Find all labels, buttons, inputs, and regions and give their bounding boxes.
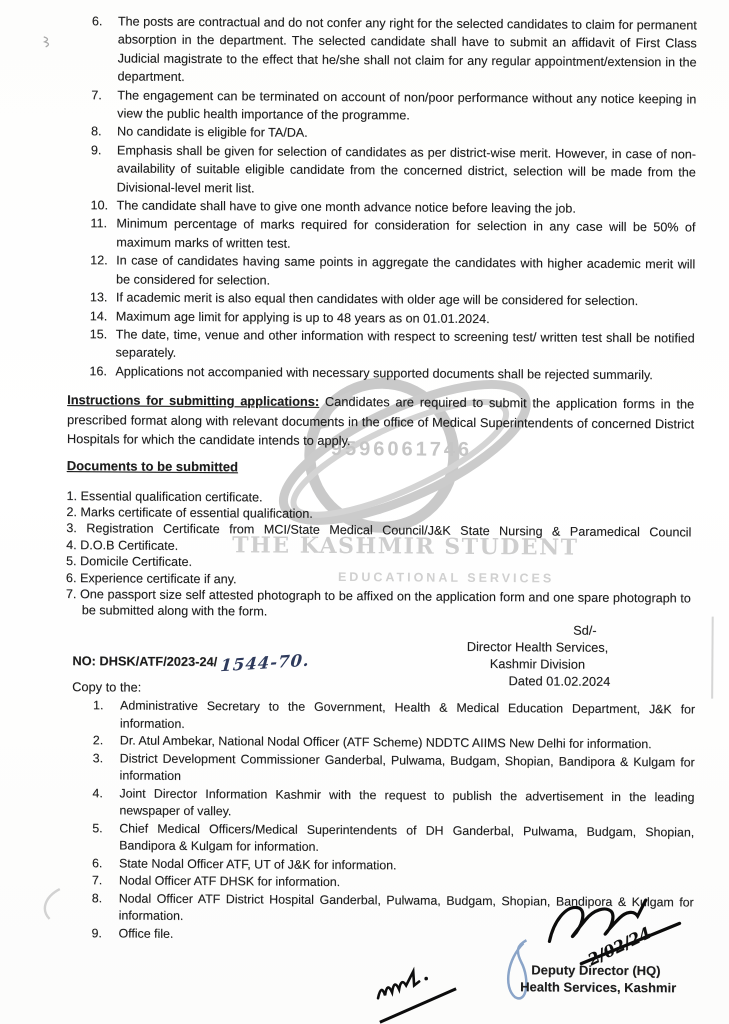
copy-item-text: Dr. Atul Ambekar, National Nodal Officer (ATF Scheme) NDDTC AIIMS New Delhi for information. (119, 733, 652, 752)
signoff-date: Dated 01.02.2024 (508, 673, 611, 689)
copy-item-text: District Development Commissioner Ganderbal, Pulwama, Budgam, Shopian, Bandipora & Kulgam for information (119, 750, 695, 783)
list-item-text: The date, time, venue and other information with respect to screening test/ written test shall be notified separately. (115, 327, 695, 361)
list-item (91, 141, 696, 200)
copy-item-number: 5. (92, 820, 103, 835)
document-item: 5. Domicile Certificate. (66, 554, 193, 570)
signoff-sd: Sd/- (573, 622, 597, 638)
list-item-text: The engagement can be terminated on account of non/poor performance without any notice keeping in view the public health importance of the programme. (117, 88, 697, 123)
list-item-number: 8. (91, 124, 102, 139)
list-item-number: 7. (91, 87, 102, 102)
list-item-number: 12. (90, 253, 108, 268)
handwritten-scribble-icon (338, 950, 499, 1024)
list-item (89, 325, 694, 366)
signatory-title: Deputy Director (HQ) (531, 962, 661, 979)
conditions-list (89, 12, 697, 384)
watermark-phone: 9596061746 (330, 437, 473, 461)
list-item-number: 11. (90, 216, 108, 231)
list-item-text: The candidate shall have to give one month advance notice before leaving the job. (116, 198, 576, 216)
instructions-body: Candidates are required to submit the application forms in the prescribed format along with relevant documents in the office of Medical Superintendents of concerned District Hospitals for which the candidate intends to apply. (66, 393, 695, 449)
document-item: 1. Essential qualification certificate. (66, 488, 263, 505)
instructions-paragraph (67, 390, 694, 453)
list-item-number: 14. (89, 308, 108, 323)
copy-item-number: 8. (91, 890, 103, 905)
reference-line (72, 650, 311, 676)
copy-item-text: Office file. (118, 925, 174, 941)
copy-item-text: State Nodal Officer ATF, UT of J&K for information. (118, 855, 397, 872)
scan-artifact (42, 35, 54, 49)
scan-artifact (38, 886, 66, 922)
copy-list-item (92, 820, 694, 859)
instructions-heading: Instructions for submitting applications: (67, 392, 320, 409)
handwritten-reference-number: 1544-70. (220, 650, 311, 676)
copy-item-text: Joint Director Information Kashmir with the request to publish the advertisement in the leading newspaper of valley. (119, 785, 695, 819)
signoff-designation: Director Health Services, (466, 638, 609, 655)
copy-item-text: Chief Medical Officers/Medical Superintendents of DH Ganderbal, Pulwama, Budgam, Shopian, Bandipora & Kulgam for information. (119, 820, 695, 854)
document-item: 6. Experience certificate if any. (65, 570, 237, 586)
document-item: 2. Marks certificate of essential qualification. (66, 505, 313, 521)
list-item-number: 10. (90, 198, 109, 213)
document-item: 7. One passport size self attested photograph to be affixed on the application form and one spare photograph to be submitted along with the form. (65, 587, 691, 619)
list-item (91, 86, 696, 127)
document-item: 4. D.O.B Certificate. (66, 537, 179, 553)
list-item-text: If academic merit is also equal then candidates with older age will be considered for selection. (115, 290, 639, 309)
documents-heading: Documents to be submitted (66, 457, 238, 474)
list-item-number: 16. (89, 363, 107, 379)
copy-item-number: 9. (91, 925, 102, 940)
list-item-number: 6. (91, 14, 103, 29)
watermark-title: THE KASHMIR STUDENT (232, 532, 579, 561)
list-item-text: Maximum age limit for applying is up to 48 years as on 01.01.2024. (115, 308, 490, 326)
copy-item-text: Nodal Officer ATF DHSK for information. (118, 873, 341, 889)
list-item-text: Applications not accompanied with necessary supported documents shall be rejected summarily. (115, 364, 653, 382)
watermark-subtitle: EDUCATIONAL SERVICES (337, 569, 555, 586)
copy-item-text: Administrative Secretary to the Government, Health & Medical Education Department, J&K for information. (119, 698, 696, 731)
list-item-text: In case of candidates having same points in aggregate the candidates with higher academic merit will be considered for selection. (116, 253, 696, 288)
list-item-number: 13. (89, 290, 108, 305)
copy-list-item (93, 750, 695, 789)
copy-item-number: 1. (93, 698, 104, 713)
list-item (91, 12, 696, 90)
copy-item-number: 4. (92, 785, 103, 800)
list-item (89, 362, 694, 385)
reference-number-label: NO: DHSK/ATF/2023-24/ (72, 653, 218, 670)
copy-item-text: Nodal Officer ATF District Hospital Ganderbal, Pulwama, Budgam, Shopian, Bandipora & Kulgam for information. (118, 890, 694, 923)
list-item-number: 9. (90, 143, 102, 158)
copy-item-number: 6. (91, 855, 103, 870)
copy-item-number: 2. (92, 733, 104, 748)
list-item (90, 251, 695, 292)
copy-to-label: Copy to the: (72, 679, 142, 695)
copy-list-item (92, 785, 694, 824)
signoff-block (462, 621, 612, 690)
list-item-text: The posts are contractual and do not confer any right for the selected candidates to claim for permanent absorption in the department. The selected candidate shall have to submit an affidavit of First Class Judicial magistrate to the effect that he/she shall not claim for any regular appointment/extension in the department. (117, 14, 697, 85)
list-item (90, 215, 695, 256)
copy-item-number: 3. (92, 750, 104, 765)
document-item: 3. Registration Certificate from MCI/State Medical Council/J&K State Nursing & Paramedical Council (66, 521, 692, 540)
list-item-text: Emphasis shall be given for selection of candidates as per district-wise merit. However, in case of non-availability of suitable eligible candidate from the concerned district, selection will be made from the Divisional-level merit list. (116, 143, 696, 196)
list-item-text: No candidate is eligible for TA/DA. (117, 124, 308, 141)
list-item-number: 15. (89, 327, 108, 342)
list-item-text: Minimum percentage of marks required for consideration for selection in any case will be 50% of maximum marks of written test. (116, 216, 696, 251)
signatory-organization: Health Services, Kashmir (520, 979, 677, 996)
copy-item-number: 7. (91, 873, 103, 888)
signoff-division: Kashmir Division (489, 656, 586, 672)
signature-handwritten-date: 2/02/24 (584, 923, 654, 970)
documents-list (66, 488, 692, 624)
copy-list-item (93, 697, 695, 736)
